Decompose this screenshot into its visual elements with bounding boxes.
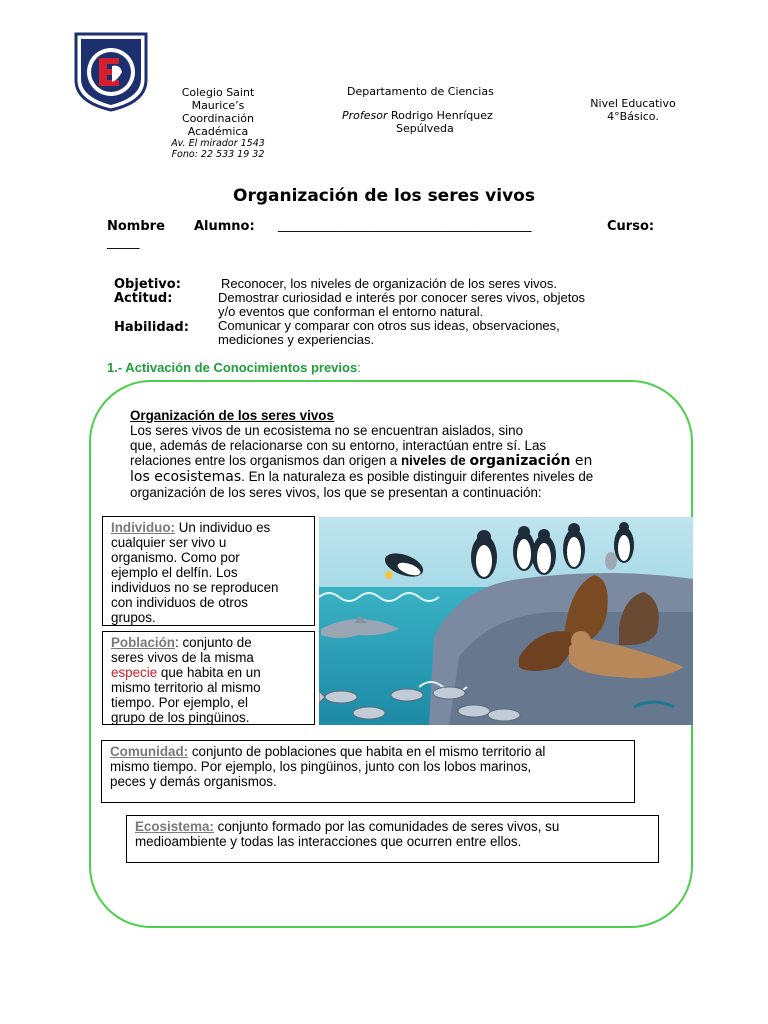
ecosistema-box <box>126 815 659 863</box>
definition-text: conjunto formado por las comunidades de seres vivos, su <box>213 819 560 834</box>
definition-text: tiempo. Por ejemplo, el <box>111 695 248 710</box>
intro-line <box>130 469 670 485</box>
definition-text: : conjunto de <box>175 635 252 650</box>
definition-text: Un individuo es <box>174 520 271 535</box>
department-name: Departamento de Ciencias <box>347 85 494 98</box>
definition-text: individuos no se reproducen <box>111 580 279 595</box>
definition-text: que habita en un <box>157 665 261 680</box>
intro-text-large: los ecosistemas <box>130 469 242 485</box>
school-name-line: Coordinación <box>181 112 255 125</box>
actitud-line: Demostrar curiosidad e interés por conocer seres vivos, objetos <box>218 290 586 305</box>
course-label: Curso: <box>607 219 655 234</box>
definition-text: con individuos de otros <box>111 595 248 610</box>
course-line[interactable]: _____ <box>107 235 140 250</box>
comunidad-box <box>101 740 635 803</box>
school-info <box>160 86 276 160</box>
definition-text: grupos. <box>111 610 156 625</box>
definition-text: organismo. Como por <box>111 550 240 565</box>
intro-text: . En la naturaleza es posible distinguir diferentes niveles de <box>241 469 594 484</box>
section-heading <box>107 360 361 375</box>
definition-text: mismo tiempo. Por ejemplo, los pingüinos, junto con los lobos marinos, <box>110 759 532 774</box>
department-block <box>347 85 547 98</box>
name-label: Nombre <box>107 219 165 234</box>
definition-text: ejemplo el delfín. Los <box>111 565 238 580</box>
intro-line: Los seres vivos de un ecosistema no se encuentran aislados, sino <box>130 423 524 438</box>
objetivo-label: Objetivo: <box>114 277 181 292</box>
habilidad-line: mediciones y experiencias. <box>218 332 375 347</box>
level-label: Nivel Educativo <box>590 97 676 110</box>
ecosistema-term: Ecosistema: <box>135 819 214 834</box>
school-name-line: Maurice’s <box>191 99 245 112</box>
level-block <box>578 97 688 123</box>
school-crest-icon <box>72 30 150 112</box>
comunidad-term: Comunidad: <box>110 744 189 759</box>
definition-text: medioambiente y todas las interacciones que ocurren entre ellos. <box>135 834 522 849</box>
intro-line: que, además de relacionarse con su entorno, interactúan entre sí. Las <box>130 438 547 453</box>
actitud-label: Actitud: <box>114 291 173 306</box>
level-value: 4°Básico. <box>607 110 659 123</box>
intro-text: en <box>570 453 593 469</box>
individuo-term: Individuo: <box>111 520 175 535</box>
teacher-prefix: Profesor <box>342 109 388 122</box>
definition-text: grupo de los pingüinos. <box>111 710 250 725</box>
individuo-box <box>102 516 315 626</box>
definition-text: peces y demás organismos. <box>110 774 277 789</box>
intro-paragraph <box>130 408 670 500</box>
page-title: Organización de los seres vivos <box>233 186 535 206</box>
especie-word: especie <box>111 665 158 680</box>
poblacion-box <box>102 631 315 725</box>
intro-bold-large: organización <box>469 453 571 469</box>
intro-line <box>130 453 670 469</box>
definition-text: cualquier ser vivo u <box>111 535 227 550</box>
student-name-line[interactable]: _______________________________________ <box>278 218 532 233</box>
alumno-label: Alumno: <box>193 219 255 234</box>
definition-text: conjunto de poblaciones que habita en el mismo territorio al <box>188 744 546 759</box>
habilidad-label: Habilidad: <box>114 320 189 335</box>
marine-ecosystem-illustration <box>319 517 693 725</box>
definition-text: mismo territorio al mismo <box>111 680 261 695</box>
intro-text: relaciones entre los organismos dan origen a <box>130 453 401 468</box>
poblacion-term: Población <box>111 635 175 650</box>
teacher-name: Rodrigo Henríquez <box>391 109 493 122</box>
teacher-surname: Sepúlveda <box>396 122 454 135</box>
objetivo-text: Reconocer, los niveles de organización de los seres vivos. <box>221 276 558 291</box>
section-heading-text: 1.- Activación de Conocimientos previos <box>107 360 358 375</box>
school-address: Av. El mirador 1543 <box>171 138 265 149</box>
school-name-line: Colegio Saint <box>181 86 255 99</box>
actitud-line: y/o eventos que conforman el entorno natural. <box>218 304 484 319</box>
intro-bold: niveles de <box>400 453 470 468</box>
teacher-block <box>342 109 542 135</box>
school-phone: Fono: 22 533 19 32 <box>171 149 265 160</box>
intro-title: Organización de los seres vivos <box>130 408 334 423</box>
school-name-line: Académica <box>187 125 249 138</box>
definition-text: seres vivos de la misma <box>111 650 254 665</box>
section-heading-colon: : <box>357 360 361 375</box>
intro-line: organización de los seres vivos, los que se presentan a continuación: <box>130 485 542 500</box>
habilidad-line: Comunicar y comparar con otros sus ideas, observaciones, <box>218 318 560 333</box>
